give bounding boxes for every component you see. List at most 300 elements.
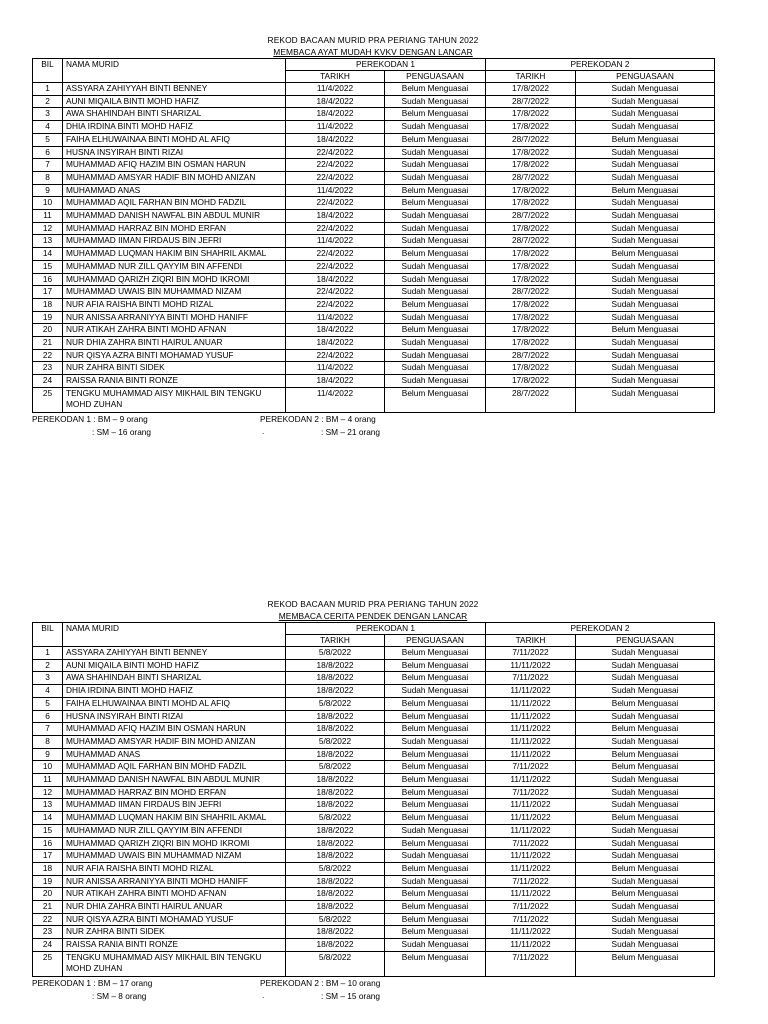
tarikh-1: 18/4/2022 [286,210,385,223]
tarikh-1: 22/4/2022 [286,248,385,261]
summary-dot: . [262,425,265,436]
penguasaan-1: Belum Menguasai [385,888,486,901]
row-bil: 11 [33,210,63,223]
record-section-2 [32,598,714,1003]
tarikh-2: 17/8/2022 [486,222,576,235]
row-bil: 13 [33,235,63,248]
student-name: MUHAMMAD LUQMAN HAKIM BIN SHAHRIL AKMAL [63,812,286,825]
tarikh-2: 7/11/2022 [486,647,576,660]
tarikh-1: 18/8/2022 [286,748,385,761]
tarikh-2: 17/8/2022 [486,337,576,350]
penguasaan-2: Belum Menguasai [576,184,715,197]
table-row [33,786,715,799]
tarikh-1: 18/8/2022 [286,901,385,914]
penguasaan-2: Sudah Menguasai [576,375,715,388]
section-subtitle: MEMBACA CERITA PENDEK DENGAN LANCAR [278,611,468,621]
penguasaan-1: Belum Menguasai [385,926,486,939]
table-row [33,311,715,324]
tarikh-1: 5/8/2022 [286,761,385,774]
row-bil: 17 [33,850,63,863]
tarikh-2: 11/11/2022 [486,735,576,748]
penguasaan-1: Belum Menguasai [385,298,486,311]
row-bil: 8 [33,735,63,748]
penguasaan-1: Sudah Menguasai [385,222,486,235]
tarikh-1: 18/4/2022 [286,273,385,286]
student-name: MUHAMMAD NUR ZILL QAYYIM BIN AFFENDI [63,824,286,837]
tarikh-1: 18/4/2022 [286,108,385,121]
row-bil: 9 [33,184,63,197]
student-name: MUHAMMAD QARIZH ZIQRI BIN MOHD IKROMI [63,837,286,850]
row-bil: 7 [33,159,63,172]
tarikh-2: 11/11/2022 [486,748,576,761]
table-row [33,799,715,812]
tarikh-2: 11/11/2022 [486,850,576,863]
tarikh-2: 28/7/2022 [486,210,576,223]
record-table [32,58,715,413]
penguasaan-2: Sudah Menguasai [576,850,715,863]
row-bil: 20 [33,888,63,901]
penguasaan-2: Sudah Menguasai [576,146,715,159]
student-name: MUHAMMAD UWAIS BIN MUHAMMAD NIZAM [63,850,286,863]
table-row [33,298,715,311]
penguasaan-2: Sudah Menguasai [576,222,715,235]
penguasaan-1: Belum Menguasai [385,387,486,412]
table-row [33,723,715,736]
table-row [33,862,715,875]
table-row [33,685,715,698]
student-name: NUR ANISSA ARRANIYYA BINTI MOHD HANIFF [63,875,286,888]
student-name: AWA SHAHINDAH BINTI SHARIZAL [63,672,286,685]
row-bil: 10 [33,761,63,774]
row-bil: 23 [33,362,63,375]
penguasaan-2: Sudah Menguasai [576,710,715,723]
penguasaan-1: Belum Menguasai [385,184,486,197]
tarikh-1: 22/4/2022 [286,349,385,362]
summary-p1-bm: PEREKODAN 1 : BM – 17 orang [32,977,153,988]
tarikh-1: 18/8/2022 [286,888,385,901]
table-row [33,735,715,748]
tarikh-2: 11/11/2022 [486,723,576,736]
penguasaan-1: Belum Menguasai [385,723,486,736]
penguasaan-2: Belum Menguasai [576,133,715,146]
table-row [33,939,715,952]
tarikh-1: 5/8/2022 [286,647,385,660]
tarikh-2: 17/8/2022 [486,273,576,286]
tarikh-1: 18/8/2022 [286,824,385,837]
row-bil: 2 [33,95,63,108]
summary-p1-sm: : SM – 16 orang [92,426,152,437]
student-name: MUHAMMAD AQIL FARHAN BIN MOHD FADZIL [63,761,286,774]
tarikh-1: 18/8/2022 [286,799,385,812]
penguasaan-1: Sudah Menguasai [385,939,486,952]
tarikh-1-header: TARIKH [286,71,385,83]
penguasaan-1: Sudah Menguasai [385,286,486,299]
penguasaan-2: Belum Menguasai [576,888,715,901]
summary-p2-bm: PEREKODAN 2 : BM – 4 orang [260,413,376,424]
tarikh-1-header: TARIKH [286,635,385,647]
table-row [33,146,715,159]
row-bil: 5 [33,133,63,146]
tarikh-2-header: TARIKH [486,71,576,83]
table-row [33,951,715,976]
tarikh-2: 28/7/2022 [486,387,576,412]
tarikh-2: 11/11/2022 [486,685,576,698]
table-row [33,197,715,210]
student-name: AUNI MIQAILA BINTI MOHD HAFIZ [63,95,286,108]
tarikh-1: 18/8/2022 [286,672,385,685]
penguasaan-1: Belum Menguasai [385,672,486,685]
student-name: MUHAMMAD AFIQ HAZIM BIN OSMAN HARUN [63,723,286,736]
penguasaan-2: Sudah Menguasai [576,647,715,660]
penguasaan-2: Sudah Menguasai [576,672,715,685]
tarikh-1: 18/8/2022 [286,850,385,863]
table-row [33,824,715,837]
penguasaan-2: Sudah Menguasai [576,786,715,799]
penguasaan-1: Belum Menguasai [385,837,486,850]
penguasaan-1: Sudah Menguasai [385,824,486,837]
penguasaan-1: Sudah Menguasai [385,95,486,108]
table-row [33,324,715,337]
penguasaan-2: Sudah Menguasai [576,387,715,412]
table-row [33,387,715,412]
row-bil: 15 [33,260,63,273]
row-bil: 2 [33,659,63,672]
student-name: DHIA IRDINA BINTI MOHD HAFIZ [63,121,286,134]
student-name: MUHAMMAD IIMAN FIRDAUS BIN JEFRI [63,235,286,248]
table-row [33,171,715,184]
tarikh-1: 22/4/2022 [286,146,385,159]
tarikh-2: 11/11/2022 [486,926,576,939]
penguasaan-1: Belum Menguasai [385,83,486,96]
penguasaan-1: Sudah Menguasai [385,375,486,388]
tarikh-2: 7/11/2022 [486,913,576,926]
student-name: AWA SHAHINDAH BINTI SHARIZAL [63,108,286,121]
row-bil: 6 [33,710,63,723]
penguasaan-2: Sudah Menguasai [576,913,715,926]
penguasaan-2: Belum Menguasai [576,324,715,337]
record-body [33,83,715,413]
tarikh-1: 18/8/2022 [286,685,385,698]
student-name: ASSYARA ZAHIYYAH BINTI BENNEY [63,83,286,96]
penguasaan-1: Belum Menguasai [385,133,486,146]
penguasaan-2: Sudah Menguasai [576,260,715,273]
penguasaan-1: Sudah Menguasai [385,875,486,888]
penguasaan-2: Sudah Menguasai [576,735,715,748]
perekodan-1-header: PEREKODAN 1 [286,623,486,635]
student-name: MUHAMMAD NUR ZILL QAYYIM BIN AFFENDI [63,260,286,273]
penguasaan-2: Sudah Menguasai [576,362,715,375]
penguasaan-1: Belum Menguasai [385,761,486,774]
tarikh-1: 18/8/2022 [286,837,385,850]
tarikh-2: 28/7/2022 [486,286,576,299]
penguasaan-1: Belum Menguasai [385,197,486,210]
student-name: FAIHA ELHUWAINAA BINTI MOHD AL AFIQ [63,697,286,710]
penguasaan-1: Sudah Menguasai [385,273,486,286]
student-name: MUHAMMAD ANAS [63,748,286,761]
record-table [32,622,715,977]
tarikh-2: 7/11/2022 [486,875,576,888]
penguasaan-2: Sudah Menguasai [576,774,715,787]
row-bil: 7 [33,723,63,736]
penguasaan-2: Belum Menguasai [576,697,715,710]
student-name: NUR ZAHRA BINTI SIDEK [63,926,286,939]
tarikh-1: 22/4/2022 [286,260,385,273]
student-name: DHIA IRDINA BINTI MOHD HAFIZ [63,685,286,698]
penguasaan-2: Sudah Menguasai [576,121,715,134]
penguasaan-2: Sudah Menguasai [576,901,715,914]
table-row [33,222,715,235]
row-bil: 18 [33,862,63,875]
student-name: HUSNA INSYIRAH BINTI RIZAI [63,710,286,723]
tarikh-2: 11/11/2022 [486,888,576,901]
table-row [33,108,715,121]
tarikh-2: 17/8/2022 [486,375,576,388]
table-row [33,812,715,825]
tarikh-1: 18/4/2022 [286,324,385,337]
student-name: AUNI MIQAILA BINTI MOHD HAFIZ [63,659,286,672]
summary-p1-bm: PEREKODAN 1 : BM – 9 orang [32,413,148,424]
tarikh-1: 18/8/2022 [286,786,385,799]
penguasaan-2: Sudah Menguasai [576,685,715,698]
section-title: REKOD BACAAN MURID PRA PERIANG TAHUN 2022 [267,35,479,45]
tarikh-1: 22/4/2022 [286,222,385,235]
row-bil: 6 [33,146,63,159]
row-bil: 9 [33,748,63,761]
table-row [33,83,715,96]
student-name: MUHAMMAD HARRAZ BIN MOHD ERFAN [63,222,286,235]
penguasaan-2: Sudah Menguasai [576,197,715,210]
tarikh-2: 11/11/2022 [486,812,576,825]
row-bil: 12 [33,786,63,799]
tarikh-2: 17/8/2022 [486,83,576,96]
row-bil: 1 [33,647,63,660]
table-row [33,875,715,888]
tarikh-2: 17/8/2022 [486,324,576,337]
record-section-1 [32,34,714,439]
row-bil: 4 [33,121,63,134]
section-title: REKOD BACAAN MURID PRA PERIANG TAHUN 2022 [267,599,479,609]
tarikh-1: 5/8/2022 [286,697,385,710]
tarikh-1: 11/4/2022 [286,184,385,197]
table-row [33,235,715,248]
bil-header: BIL [33,623,63,647]
penguasaan-2: Sudah Menguasai [576,83,715,96]
penguasaan-1: Belum Menguasai [385,647,486,660]
tarikh-2: 7/11/2022 [486,761,576,774]
penguasaan-1: Sudah Menguasai [385,121,486,134]
tarikh-1: 18/4/2022 [286,133,385,146]
penguasaan-1: Sudah Menguasai [385,260,486,273]
tarikh-2: 7/11/2022 [486,786,576,799]
tarikh-2: 28/7/2022 [486,133,576,146]
tarikh-1: 18/8/2022 [286,659,385,672]
tarikh-1: 18/8/2022 [286,774,385,787]
row-bil: 19 [33,311,63,324]
student-name: MUHAMMAD QARIZH ZIQRI BIN MOHD IKROMI [63,273,286,286]
row-bil: 18 [33,298,63,311]
perekodan-1-header: PEREKODAN 1 [286,59,486,71]
tarikh-2: 7/11/2022 [486,837,576,850]
table-row [33,901,715,914]
student-name: TENGKU MUHAMMAD AISY MIKHAIL BIN TENGKU MOHD ZUHAN [63,951,286,976]
penguasaan-2-header: PENGUASAAN [576,635,715,647]
row-bil: 24 [33,375,63,388]
penguasaan-1: Sudah Menguasai [385,735,486,748]
penguasaan-2: Belum Menguasai [576,723,715,736]
student-name: NUR AFIA RAISHA BINTI MOHD RIZAL [63,298,286,311]
tarikh-2: 11/11/2022 [486,862,576,875]
tarikh-1: 22/4/2022 [286,298,385,311]
tarikh-1: 18/4/2022 [286,337,385,350]
penguasaan-2: Sudah Menguasai [576,210,715,223]
row-bil: 20 [33,324,63,337]
tarikh-2: 17/8/2022 [486,260,576,273]
penguasaan-2: Sudah Menguasai [576,311,715,324]
row-bil: 15 [33,824,63,837]
table-row [33,774,715,787]
penguasaan-1: Belum Menguasai [385,774,486,787]
student-name: RAISSA RANIA BINTI RONZE [63,375,286,388]
row-bil: 13 [33,799,63,812]
tarikh-2: 11/11/2022 [486,824,576,837]
row-bil: 8 [33,171,63,184]
row-bil: 19 [33,875,63,888]
tarikh-2: 11/11/2022 [486,799,576,812]
student-name: FAIHA ELHUWAINAA BINTI MOHD AL AFIQ [63,133,286,146]
penguasaan-1: Sudah Menguasai [385,171,486,184]
tarikh-2: 17/8/2022 [486,121,576,134]
student-name: MUHAMMAD ANAS [63,184,286,197]
penguasaan-1: Belum Menguasai [385,108,486,121]
row-bil: 17 [33,286,63,299]
row-bil: 1 [33,83,63,96]
table-row [33,286,715,299]
student-name: MUHAMMAD AFIQ HAZIM BIN OSMAN HARUN [63,159,286,172]
tarikh-2: 7/11/2022 [486,672,576,685]
tarikh-1: 18/8/2022 [286,710,385,723]
perekodan-2-header: PEREKODAN 2 [486,59,715,71]
row-bil: 10 [33,197,63,210]
row-bil: 25 [33,387,63,412]
penguasaan-1: Belum Menguasai [385,659,486,672]
tarikh-2: 11/11/2022 [486,774,576,787]
row-bil: 24 [33,939,63,952]
tarikh-1: 22/4/2022 [286,171,385,184]
summary [32,413,714,439]
row-bil: 3 [33,672,63,685]
penguasaan-1: Sudah Menguasai [385,337,486,350]
table-row [33,672,715,685]
tarikh-2: 17/8/2022 [486,248,576,261]
penguasaan-1: Belum Menguasai [385,324,486,337]
perekodan-2-header: PEREKODAN 2 [486,623,715,635]
penguasaan-2: Sudah Menguasai [576,235,715,248]
tarikh-1: 11/4/2022 [286,235,385,248]
tarikh-2: 7/11/2022 [486,901,576,914]
student-name: MUHAMMAD AQIL FARHAN BIN MOHD FADZIL [63,197,286,210]
student-name: MUHAMMAD IIMAN FIRDAUS BIN JEFRI [63,799,286,812]
student-name: TENGKU MUHAMMAD AISY MIKHAIL BIN TENGKU MOHD ZUHAN [63,387,286,412]
table-row [33,888,715,901]
table-row [33,210,715,223]
penguasaan-2: Belum Menguasai [576,761,715,774]
penguasaan-2: Sudah Menguasai [576,159,715,172]
student-name: HUSNA INSYIRAH BINTI RIZAI [63,146,286,159]
student-name: NUR ATIKAH ZAHRA BINTI MOHD AFNAN [63,324,286,337]
row-bil: 4 [33,685,63,698]
row-bil: 22 [33,349,63,362]
table-row [33,837,715,850]
row-bil: 21 [33,337,63,350]
penguasaan-1: Sudah Menguasai [385,311,486,324]
row-bil: 11 [33,774,63,787]
summary-dot: . [262,989,265,1000]
tarikh-2: 17/8/2022 [486,362,576,375]
table-row [33,659,715,672]
tarikh-1: 11/4/2022 [286,362,385,375]
tarikh-2: 28/7/2022 [486,95,576,108]
table-row [33,926,715,939]
table-row [33,121,715,134]
row-bil: 23 [33,926,63,939]
tarikh-2: 17/8/2022 [486,146,576,159]
tarikh-1: 11/4/2022 [286,121,385,134]
table-row [33,375,715,388]
tarikh-2: 11/11/2022 [486,939,576,952]
student-name: MUHAMMAD UWAIS BIN MUHAMMAD NIZAM [63,286,286,299]
penguasaan-1: Sudah Menguasai [385,159,486,172]
penguasaan-1: Belum Menguasai [385,248,486,261]
table-row [33,248,715,261]
student-name: ASSYARA ZAHIYYAH BINTI BENNEY [63,647,286,660]
tarikh-2: 28/7/2022 [486,171,576,184]
row-bil: 25 [33,951,63,976]
table-row [33,850,715,863]
tarikh-1: 5/8/2022 [286,913,385,926]
penguasaan-2: Sudah Menguasai [576,926,715,939]
table-row [33,710,715,723]
table-row [33,159,715,172]
name-header: NAMA MURID [63,623,286,647]
record-body [33,647,715,977]
penguasaan-1: Belum Menguasai [385,901,486,914]
row-bil: 5 [33,697,63,710]
tarikh-1: 18/8/2022 [286,723,385,736]
tarikh-1: 22/4/2022 [286,286,385,299]
penguasaan-2: Sudah Menguasai [576,939,715,952]
penguasaan-1: Belum Menguasai [385,786,486,799]
student-name: MUHAMMAD AMSYAR HADIF BIN MOHD ANIZAN [63,171,286,184]
penguasaan-1: Belum Menguasai [385,812,486,825]
summary-p2-sm: : SM – 21 orang [321,426,381,437]
penguasaan-1: Sudah Menguasai [385,210,486,223]
penguasaan-1-header: PENGUASAAN [385,635,486,647]
penguasaan-1: Sudah Menguasai [385,349,486,362]
penguasaan-2: Sudah Menguasai [576,273,715,286]
student-name: NUR QISYA AZRA BINTI MOHAMAD YUSUF [63,349,286,362]
tarikh-2: 17/8/2022 [486,108,576,121]
tarikh-1: 22/4/2022 [286,197,385,210]
row-bil: 14 [33,812,63,825]
tarikh-1: 5/8/2022 [286,735,385,748]
tarikh-2: 17/8/2022 [486,159,576,172]
penguasaan-2: Sudah Menguasai [576,659,715,672]
table-row [33,697,715,710]
penguasaan-2-header: PENGUASAAN [576,71,715,83]
tarikh-2: 17/8/2022 [486,197,576,210]
penguasaan-1: Belum Menguasai [385,799,486,812]
penguasaan-1: Belum Menguasai [385,862,486,875]
